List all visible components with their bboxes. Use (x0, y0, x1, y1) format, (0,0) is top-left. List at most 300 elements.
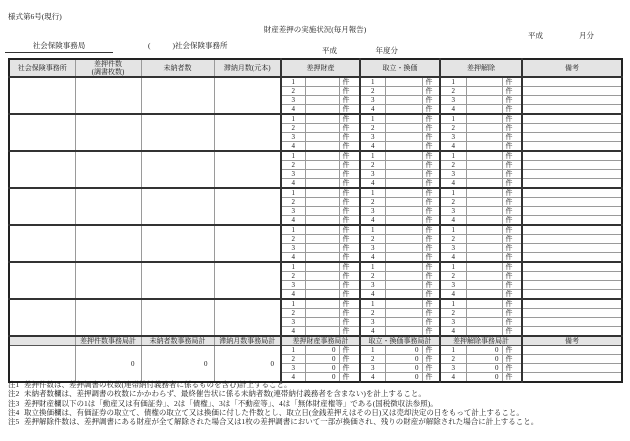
release-unit-label: 件 (502, 161, 522, 170)
collection-row-number: 2 (360, 235, 385, 244)
collection-unit-label: 件 (422, 114, 440, 124)
collection-row-number: 2 (360, 309, 385, 318)
collection-value-cell (385, 170, 422, 179)
collection-row-number: 2 (360, 124, 385, 133)
remarks-cell (522, 114, 622, 124)
property-row-number: 1 (281, 225, 305, 235)
remarks-cell (522, 346, 622, 355)
collection-unit-label: 件 (422, 262, 440, 272)
arrears-months-cell (214, 188, 281, 225)
property-value-cell (305, 179, 339, 189)
property-row-number: 1 (281, 299, 305, 309)
collection-value-cell (385, 133, 422, 142)
collection-unit-label: 件 (422, 373, 440, 383)
property-value-cell (305, 105, 339, 115)
collection-value-cell (385, 105, 422, 115)
property-row-number: 3 (281, 133, 305, 142)
unpaid-persons-cell (141, 151, 214, 188)
release-value-cell (466, 262, 502, 272)
property-unit-label: 件 (339, 281, 360, 290)
seizure-count-cell (75, 77, 141, 114)
header-seizure-release: 差押解除 (440, 59, 522, 77)
release-value-cell (466, 207, 502, 216)
property-row-number: 4 (281, 105, 305, 115)
release-value-cell: 0 (466, 355, 502, 364)
property-row-number: 1 (281, 346, 305, 355)
property-row-number: 3 (281, 96, 305, 105)
release-value-cell (466, 151, 502, 161)
collection-unit-label: 件 (422, 272, 440, 281)
seizure-count-cell (75, 188, 141, 225)
release-value-cell (466, 161, 502, 170)
release-row-number: 1 (440, 77, 466, 87)
remarks-cell (522, 179, 622, 189)
property-row-number: 3 (281, 207, 305, 216)
release-row-number: 2 (440, 235, 466, 244)
release-unit-label: 件 (502, 253, 522, 263)
collection-value-cell (385, 262, 422, 272)
unpaid-persons-cell (141, 299, 214, 336)
property-value-cell (305, 207, 339, 216)
property-unit-label: 件 (339, 133, 360, 142)
property-unit-label: 件 (339, 161, 360, 170)
collection-value-cell: 0 (385, 364, 422, 373)
collection-row-number: 4 (360, 290, 385, 300)
remarks-cell (522, 198, 622, 207)
property-unit-label: 件 (339, 198, 360, 207)
release-row-number: 1 (440, 188, 466, 198)
property-value-cell (305, 96, 339, 105)
collection-unit-label: 件 (422, 235, 440, 244)
office-input-cell (9, 114, 75, 151)
property-unit-label: 件 (339, 96, 360, 105)
property-value-cell (305, 299, 339, 309)
release-unit-label: 件 (502, 133, 522, 142)
property-unit-label: 件 (339, 77, 360, 87)
remarks-cell (522, 225, 622, 235)
release-unit-label: 件 (502, 281, 522, 290)
property-value-cell (305, 124, 339, 133)
unpaid-persons-cell (141, 114, 214, 151)
collection-value-cell: 0 (385, 346, 422, 355)
collection-unit-label: 件 (422, 105, 440, 115)
remarks-cell (522, 253, 622, 263)
release-unit-label: 件 (502, 309, 522, 318)
release-unit-label: 件 (502, 188, 522, 198)
property-row-number: 4 (281, 290, 305, 300)
seizure-count-cell (75, 299, 141, 336)
collection-unit-label: 件 (422, 198, 440, 207)
header-seizure-count: 差押件数 (調書枚数) (75, 59, 141, 77)
remarks-cell (522, 133, 622, 142)
release-row-number: 3 (440, 170, 466, 179)
property-value-cell (305, 77, 339, 87)
collection-unit-label: 件 (422, 281, 440, 290)
collection-unit-label: 件 (422, 207, 440, 216)
property-row-number: 1 (281, 151, 305, 161)
release-row-number: 4 (440, 216, 466, 226)
note-item (8, 380, 624, 389)
remarks-cell (522, 281, 622, 290)
release-row-number: 3 (440, 133, 466, 142)
property-row-number: 4 (281, 327, 305, 337)
property-unit-label: 件 (339, 179, 360, 189)
release-row-number: 2 (440, 309, 466, 318)
note-label: 注5 (8, 417, 20, 427)
collection-value-cell (385, 77, 422, 87)
property-value-cell (305, 272, 339, 281)
release-row-number: 1 (440, 225, 466, 235)
property-unit-label: 件 (339, 188, 360, 198)
release-row-number: 4 (440, 105, 466, 115)
property-unit-label: 件 (339, 373, 360, 383)
totals-header-arrears-months: 滞納月数事務局計 (214, 336, 281, 346)
property-unit-label: 件 (339, 114, 360, 124)
note-item (8, 389, 624, 398)
property-value-cell (305, 327, 339, 337)
property-unit-label: 件 (339, 207, 360, 216)
collection-value-cell (385, 198, 422, 207)
property-row-number: 3 (281, 318, 305, 327)
release-unit-label: 件 (502, 373, 522, 383)
release-value-cell (466, 244, 502, 253)
property-value-cell (305, 142, 339, 152)
seizure-count-cell (75, 225, 141, 262)
fiscal-year-line (322, 45, 398, 56)
release-row-number: 2 (440, 87, 466, 96)
header-seized-property: 差押財産 (281, 59, 360, 77)
release-unit-label: 件 (502, 96, 522, 105)
seizure-report-table (8, 58, 623, 383)
collection-unit-label: 件 (422, 96, 440, 105)
release-value-cell (466, 142, 502, 152)
property-value-cell: 0 (305, 355, 339, 364)
release-unit-label: 件 (502, 114, 522, 124)
property-unit-label: 件 (339, 253, 360, 263)
property-value-cell (305, 188, 339, 198)
note-item (8, 408, 624, 417)
collection-row-number: 1 (360, 346, 385, 355)
collection-row-number: 2 (360, 272, 385, 281)
table-row (9, 151, 622, 161)
release-unit-label: 件 (502, 272, 522, 281)
property-row-number: 4 (281, 216, 305, 226)
remarks-cell (522, 299, 622, 309)
collection-unit-label: 件 (422, 364, 440, 373)
collection-row-number: 4 (360, 216, 385, 226)
collection-value-cell (385, 225, 422, 235)
collection-row-number: 1 (360, 225, 385, 235)
collection-value-cell (385, 272, 422, 281)
property-unit-label: 件 (339, 327, 360, 337)
collection-unit-label: 件 (422, 216, 440, 226)
collection-row-number: 3 (360, 318, 385, 327)
release-row-number: 3 (440, 96, 466, 105)
release-value-cell (466, 318, 502, 327)
remarks-cell (522, 151, 622, 161)
property-row-number: 2 (281, 272, 305, 281)
collection-unit-label: 件 (422, 170, 440, 179)
remarks-cell (522, 124, 622, 133)
property-row-number: 1 (281, 262, 305, 272)
collection-unit-label: 件 (422, 355, 440, 364)
release-unit-label: 件 (502, 244, 522, 253)
arrears-months-cell (214, 262, 281, 299)
property-value-cell (305, 235, 339, 244)
remarks-cell (522, 170, 622, 179)
property-unit-label: 件 (339, 142, 360, 152)
property-value-cell (305, 198, 339, 207)
remarks-cell (522, 309, 622, 318)
property-row-number: 2 (281, 87, 305, 96)
release-row-number: 4 (440, 142, 466, 152)
release-row-number: 2 (440, 161, 466, 170)
collection-unit-label: 件 (422, 77, 440, 87)
release-row-number: 1 (440, 262, 466, 272)
arrears-months-cell (214, 225, 281, 262)
collection-value-cell (385, 179, 422, 189)
collection-row-number: 3 (360, 170, 385, 179)
note-label: 注2 (8, 389, 20, 399)
property-unit-label: 件 (339, 124, 360, 133)
collection-value-cell (385, 327, 422, 337)
release-value-cell (466, 114, 502, 124)
collection-value-cell (385, 188, 422, 198)
header-unpaid-persons: 未納者数 (141, 59, 214, 77)
release-value-cell (466, 96, 502, 105)
collection-unit-label: 件 (422, 318, 440, 327)
form-number: 様式第6号(現行) (8, 12, 62, 21)
release-row-number: 3 (440, 281, 466, 290)
release-row-number: 1 (440, 346, 466, 355)
release-unit-label: 件 (502, 142, 522, 152)
collection-row-number: 4 (360, 327, 385, 337)
remarks-cell (522, 364, 622, 373)
release-row-number: 2 (440, 272, 466, 281)
release-row-number: 2 (440, 198, 466, 207)
report-month-line (528, 30, 594, 41)
fiscal-year-suffix: 年度分 (375, 46, 398, 55)
release-unit-label: 件 (502, 235, 522, 244)
release-unit-label: 件 (502, 124, 522, 133)
property-unit-label: 件 (339, 105, 360, 115)
unpaid-persons-cell: 0 (141, 346, 214, 383)
collection-row-number: 4 (360, 373, 385, 383)
totals-header-blank (9, 336, 75, 346)
release-row-number: 4 (440, 179, 466, 189)
collection-unit-label: 件 (422, 309, 440, 318)
remarks-cell (522, 262, 622, 272)
arrears-months-cell (214, 114, 281, 151)
property-value-cell (305, 309, 339, 318)
property-row-number: 2 (281, 161, 305, 170)
header-office: 社会保険事務所 (9, 59, 75, 77)
property-row-number: 3 (281, 244, 305, 253)
release-value-cell (466, 309, 502, 318)
remarks-cell (522, 161, 622, 170)
collection-row-number: 1 (360, 188, 385, 198)
note-text: 差押財産欄以下の1は「動産又は有価証券」、2は「債権」、3は「不動産等」、4は「無体財産権等」である(国税徴収法参照)。 (24, 398, 438, 408)
release-value-cell (466, 272, 502, 281)
collection-row-number: 3 (360, 364, 385, 373)
property-row-number: 3 (281, 281, 305, 290)
collection-unit-label: 件 (422, 225, 440, 235)
release-unit-label: 件 (502, 105, 522, 115)
release-value-cell (466, 105, 502, 115)
property-row-number: 4 (281, 373, 305, 383)
remarks-cell (522, 244, 622, 253)
collection-row-number: 1 (360, 299, 385, 309)
release-row-number: 2 (440, 124, 466, 133)
collection-value-cell (385, 151, 422, 161)
fiscal-year-era: 平成 (322, 46, 337, 55)
collection-unit-label: 件 (422, 179, 440, 189)
property-unit-label: 件 (339, 290, 360, 300)
collection-value-cell (385, 309, 422, 318)
property-row-number: 2 (281, 309, 305, 318)
property-unit-label: 件 (339, 346, 360, 355)
release-value-cell (466, 188, 502, 198)
collection-unit-label: 件 (422, 151, 440, 161)
collection-value-cell (385, 142, 422, 152)
collection-value-cell (385, 207, 422, 216)
release-unit-label: 件 (502, 87, 522, 96)
collection-value-cell (385, 318, 422, 327)
release-value-cell (466, 225, 502, 235)
property-value-cell: 0 (305, 373, 339, 383)
collection-row-number: 1 (360, 77, 385, 87)
property-unit-label: 件 (339, 364, 360, 373)
collection-value-cell (385, 216, 422, 226)
property-row-number: 4 (281, 179, 305, 189)
collection-row-number: 3 (360, 281, 385, 290)
release-row-number: 4 (440, 373, 466, 383)
property-value-cell (305, 318, 339, 327)
office-input-cell (9, 151, 75, 188)
totals-header-seized-property: 差押財産事務局計 (281, 336, 360, 346)
release-row-number: 1 (440, 299, 466, 309)
seizure-count-cell (75, 262, 141, 299)
property-row-number: 2 (281, 355, 305, 364)
note-item (8, 399, 624, 408)
collection-row-number: 4 (360, 179, 385, 189)
release-value-cell (466, 77, 502, 87)
collection-unit-label: 件 (422, 188, 440, 198)
remarks-cell (522, 142, 622, 152)
collection-unit-label: 件 (422, 299, 440, 309)
collection-unit-label: 件 (422, 290, 440, 300)
release-row-number: 1 (440, 114, 466, 124)
property-value-cell (305, 281, 339, 290)
release-value-cell (466, 253, 502, 263)
arrears-months-cell: 0 (214, 346, 281, 383)
property-value-cell (305, 290, 339, 300)
branch-open-paren: ( (148, 41, 151, 50)
property-value-cell (305, 87, 339, 96)
release-unit-label: 件 (502, 216, 522, 226)
property-row-number: 1 (281, 114, 305, 124)
property-unit-label: 件 (339, 309, 360, 318)
property-unit-label: 件 (339, 244, 360, 253)
note-label: 注3 (8, 398, 20, 408)
property-row-number: 3 (281, 364, 305, 373)
office-input-cell (9, 225, 75, 262)
note-label: 注1 (8, 380, 20, 389)
release-value-cell: 0 (466, 373, 502, 383)
remarks-cell (522, 235, 622, 244)
table-row (9, 77, 622, 87)
office-input-cell (9, 346, 75, 383)
collection-unit-label: 件 (422, 133, 440, 142)
collection-value-cell (385, 253, 422, 263)
collection-row-number: 1 (360, 262, 385, 272)
bureau-name-blank: 社会保険事務局 (5, 40, 113, 53)
totals-header-seizure-count: 差押件数事務局計 (75, 336, 141, 346)
office-input-cell (9, 299, 75, 336)
release-row-number: 3 (440, 244, 466, 253)
release-value-cell (466, 235, 502, 244)
remarks-cell (522, 207, 622, 216)
property-row-number: 2 (281, 124, 305, 133)
totals-header-remarks: 備考 (522, 336, 622, 346)
release-row-number: 4 (440, 327, 466, 337)
release-value-cell (466, 179, 502, 189)
release-unit-label: 件 (502, 198, 522, 207)
collection-row-number: 3 (360, 133, 385, 142)
property-row-number: 2 (281, 198, 305, 207)
property-unit-label: 件 (339, 262, 360, 272)
table-header-row (9, 59, 622, 77)
property-unit-label: 件 (339, 225, 360, 235)
unpaid-persons-cell (141, 188, 214, 225)
remarks-cell (522, 216, 622, 226)
collection-row-number: 1 (360, 114, 385, 124)
property-value-cell (305, 253, 339, 263)
release-row-number: 1 (440, 151, 466, 161)
seizure-count-cell (75, 151, 141, 188)
collection-unit-label: 件 (422, 253, 440, 263)
remarks-cell (522, 318, 622, 327)
property-value-cell (305, 244, 339, 253)
table-row (9, 114, 622, 124)
property-value-cell: 0 (305, 346, 339, 355)
office-input-cell (9, 262, 75, 299)
property-unit-label: 件 (339, 235, 360, 244)
release-value-cell (466, 133, 502, 142)
remarks-cell (522, 327, 622, 337)
office-input-cell (9, 77, 75, 114)
release-unit-label: 件 (502, 327, 522, 337)
property-row-number: 4 (281, 142, 305, 152)
branch-line (148, 40, 228, 51)
collection-row-number: 2 (360, 87, 385, 96)
release-value-cell (466, 124, 502, 133)
property-value-cell (305, 114, 339, 124)
totals-header-seizure-release: 差押解除事務局計 (440, 336, 522, 346)
collection-unit-label: 件 (422, 244, 440, 253)
property-unit-label: 件 (339, 299, 360, 309)
release-row-number: 3 (440, 318, 466, 327)
collection-row-number: 2 (360, 355, 385, 364)
collection-value-cell (385, 96, 422, 105)
collection-value-cell (385, 235, 422, 244)
page-title: 財産差押の実施状況(毎月報告) (263, 25, 367, 34)
collection-value-cell: 0 (385, 355, 422, 364)
collection-value-cell (385, 87, 422, 96)
collection-value-cell (385, 281, 422, 290)
collection-value-cell (385, 299, 422, 309)
property-value-cell (305, 216, 339, 226)
